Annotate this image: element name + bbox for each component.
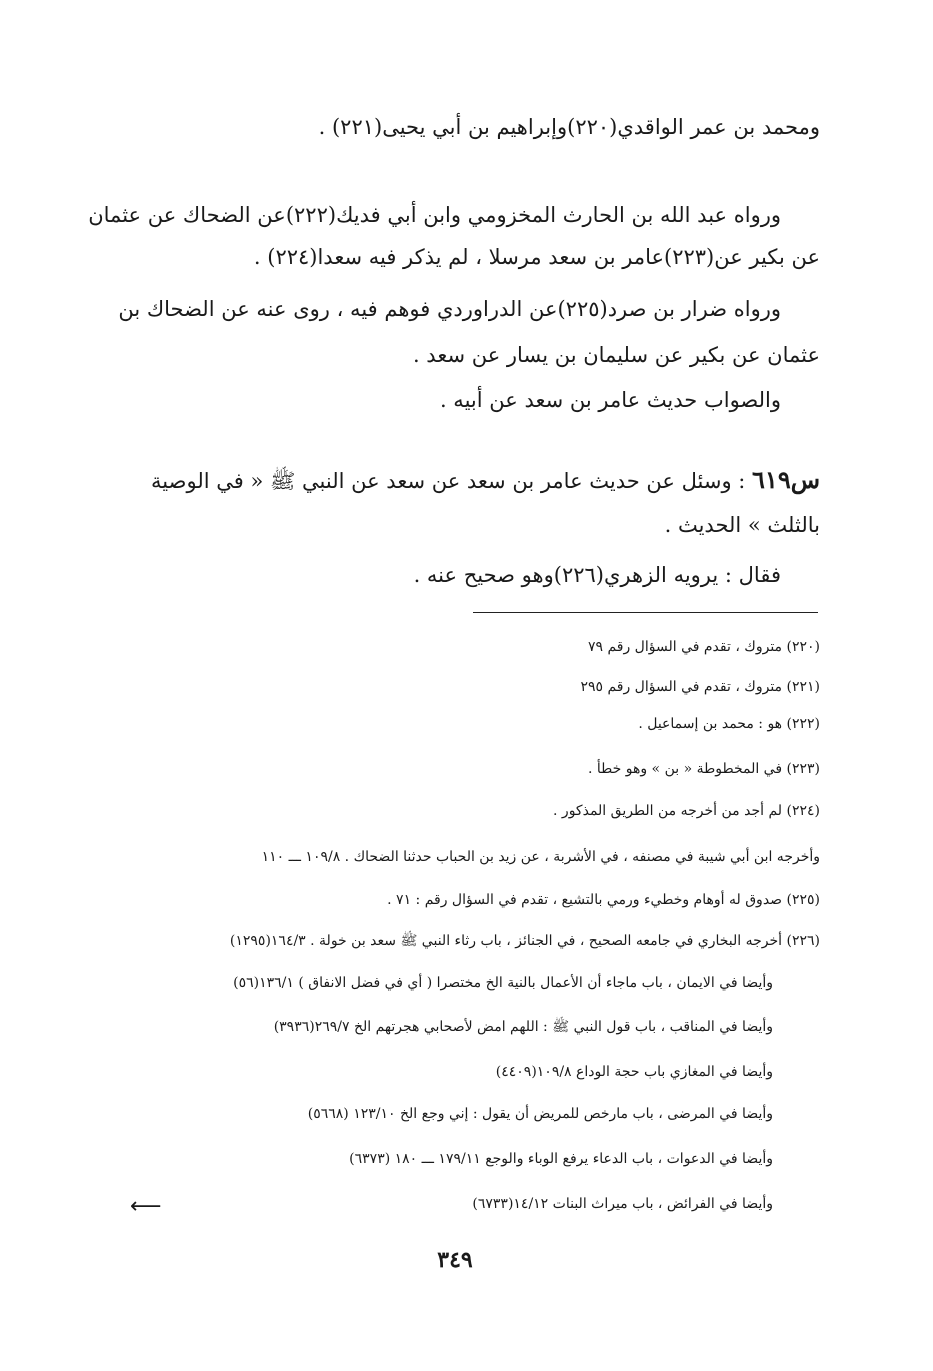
body-line-2: ورواه عبد الله بن الحارث المخزومي وابن أبي فديك(٢٢٢)عن الضحاك عن عثمان xyxy=(88,203,781,227)
footnote-225: (٢٢٥) صدوق له أوهام وخطيء ورمي بالتشيع ، تقدم في السؤال رقم : ٧١ . xyxy=(387,892,820,908)
question-number: س٦١٩ xyxy=(752,465,820,494)
footnote-223: (٢٢٣) في المخطوطة « بن » وهو خطأ . xyxy=(587,761,820,777)
page-number: ٣٤٩ xyxy=(437,1247,473,1273)
question-line-1 xyxy=(151,465,820,496)
footnote-226-line-2: وأيضا في الايمان ، باب ماجاء أن الأعمال بالنية الخ مختصرا ( أي في فضل الانفاق ) ١٣٦/١(٥٦) xyxy=(233,975,773,991)
footnote-226: (٢٢٦) أخرجه البخاري في جامعه الصحيح ، في الجنائز ، باب رثاء النبي ﷺ سعد بن خولة . ١٦٤/٣(١٢٩٥) xyxy=(229,933,820,949)
question-text: : وسئل عن حديث عامر بن سعد عن سعد عن النبي ﷺ « في الوصية xyxy=(151,469,746,493)
footnote-separator xyxy=(473,612,818,613)
continue-arrow-icon: ⟵ xyxy=(130,1194,162,1219)
footnote-226-line-4: وأيضا في المغازي باب حجة الوداع ١٠٩/٨(٤٤٠٩) xyxy=(495,1064,773,1080)
footnote-226-line-5: وأيضا في المرضى ، باب مارخص للمريض أن يقول : إني وجع الخ ١٢٣/١٠ (٥٦٦٨) xyxy=(307,1106,773,1122)
footnote-224-continuation: وأخرجه ابن أبي شيبة في مصنفه ، في الأشربة ، عن زيد بن الحباب حدثنا الضحاك . ١٠٩/٨ ـــ ١١٠ xyxy=(261,849,820,865)
body-line-1: ومحمد بن عمر الواقدي(٢٢٠)وإبراهيم بن أبي يحيى(٢٢١) . xyxy=(318,115,820,139)
body-line-6: والصواب حديث عامر بن سعد عن أبيه . xyxy=(439,388,781,412)
footnote-226-line-7: وأيضا في الفرائض ، باب ميراث البنات ١٤/١٢(٦٧٣٣) xyxy=(472,1196,773,1212)
body-line-3: عن بكير عن(٢٢٣)عامر بن سعد مرسلا ، لم يذكر فيه سعدا(٢٢٤) . xyxy=(253,245,820,269)
footnote-222: (٢٢٢) هو : محمد بن إسماعيل . xyxy=(638,716,820,732)
footnote-224: (٢٢٤) لم أجد من أخرجه من الطريق المذكور . xyxy=(553,803,820,819)
body-line-5: عثمان عن بكير عن سليمان بن يسار عن سعد . xyxy=(412,343,820,367)
question-line-2: بالثلث » الحديث . xyxy=(664,513,820,537)
answer-line: فقال : يرويه الزهري(٢٢٦)وهو صحيح عنه . xyxy=(413,563,781,587)
body-line-4: ورواه ضرار بن صرد(٢٢٥)عن الدراوردي فوهم فيه ، روى عنه عن الضحاك بن xyxy=(118,297,781,321)
footnote-226-line-6: وأيضا في الدعوات ، باب الدعاء يرفع الوباء والوجع ١٧٩/١١ ـــ ١٨٠ (٦٣٧٣) xyxy=(349,1151,773,1167)
footnote-226-line-3: وأيضا في المناقب ، باب قول النبي ﷺ : اللهم امض لأصحابي هجرتهم الخ ٢٦٩/٧(٣٩٣٦) xyxy=(273,1019,773,1035)
footnote-221: (٢٢١) متروك ، تقدم في السؤال رقم ٢٩٥ xyxy=(580,679,820,695)
footnote-220: (٢٢٠) متروك ، تقدم في السؤال رقم ٧٩ xyxy=(587,639,820,655)
